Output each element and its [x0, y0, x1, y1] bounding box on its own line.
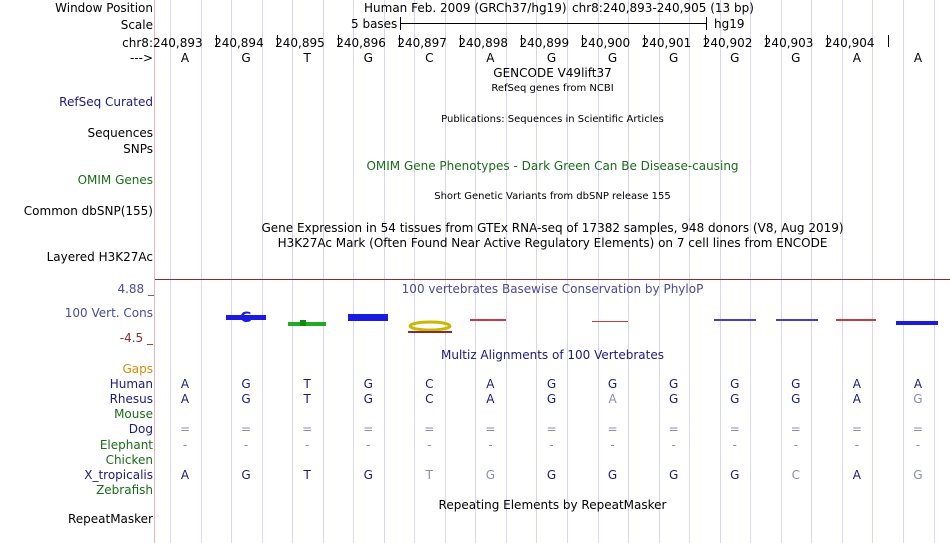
ruler-base: G	[241, 51, 251, 65]
alignment-base: -	[304, 437, 310, 452]
alignment-base: G	[241, 377, 251, 392]
logo-bar-3	[348, 314, 388, 321]
alignment-base: G	[791, 392, 801, 407]
alignment-base: -	[488, 437, 493, 452]
alignment-base: =	[668, 422, 679, 437]
gencode-track-title[interactable]: GENCODE V49lift37	[493, 66, 612, 80]
alignment-base: -	[182, 437, 188, 452]
ruler-position: 240,900	[580, 36, 631, 50]
alignment-base: G	[607, 377, 618, 392]
alignment-base: G	[241, 392, 251, 407]
scale-bar-text: 5 bases	[351, 17, 398, 31]
ruler-base: A	[180, 51, 190, 65]
alignment-base: =	[546, 422, 557, 437]
vert-cons-label[interactable]: 100 Vert. Cons	[64, 306, 153, 320]
alignment-base: G	[485, 467, 496, 482]
ruler-position: 240,896	[336, 36, 386, 50]
ruler-position: 240,899	[519, 36, 570, 50]
alignment-base: -	[732, 437, 737, 452]
alignment-base: T	[303, 392, 311, 407]
alignment-base: G	[363, 467, 373, 482]
alignment-base: A	[180, 467, 190, 482]
ruler-base: A	[486, 51, 495, 65]
gtex-track-title: Gene Expression in 54 tissues from GTEx RNA-seq of 17382 samples, 948 donors (V8, Aug 2019)	[261, 221, 844, 235]
layered-h3k27ac-label[interactable]: Layered H3K27Ac	[46, 250, 153, 264]
phylop-track-title: 100 vertebrates Basewise Conservation by PhyloP	[401, 282, 704, 296]
scale-label: Scale	[120, 18, 153, 32]
alignment-base: G	[913, 392, 923, 407]
alignment-base: =	[179, 422, 191, 437]
ruler-base: G	[730, 51, 740, 65]
ruler-position: 240,895	[275, 36, 325, 50]
snps-label[interactable]: SNPs	[123, 142, 153, 156]
ruler-base: A	[913, 51, 923, 65]
alignment-base: G	[730, 467, 740, 482]
species-label-human[interactable]: Human	[109, 377, 153, 392]
alignment-base: =	[241, 422, 252, 437]
ruler-base: C	[425, 51, 434, 65]
alignment-base: A	[486, 377, 495, 392]
db-text: hg19	[714, 17, 745, 31]
dbsnp-track-title: Short Genetic Variants from dbSNP release 155	[434, 191, 671, 202]
ruler-position: 240,901	[641, 36, 692, 50]
alignment-base: A	[180, 392, 190, 407]
alignment-base: -	[915, 437, 921, 452]
alignment-base: G	[546, 392, 557, 407]
omim-genes-label[interactable]: OMIM Genes	[77, 173, 153, 187]
assembly-title: Human Feb. 2009 (GRCh37/hg19)	[364, 1, 567, 15]
alignment-base: A	[852, 377, 861, 392]
alignment-base: G	[546, 377, 557, 392]
repeatmasker-label[interactable]: RepeatMasker	[67, 512, 153, 526]
ruler-position: 240,894	[214, 36, 264, 50]
logo-mark-2	[300, 320, 306, 326]
alignment-base: A	[180, 377, 190, 392]
alignment-base: G	[241, 467, 251, 482]
alignment-base: -	[549, 437, 554, 452]
ruler-position: 240,898	[458, 36, 509, 50]
alignment-base: G	[791, 377, 801, 392]
ruler-position: 240,902	[702, 36, 753, 50]
ruler-position: 240,903	[763, 36, 814, 50]
alignment-base: A	[486, 392, 495, 407]
alignment-base: -	[854, 437, 860, 452]
alignment-base: C	[425, 392, 434, 407]
alignment-base: =	[729, 422, 740, 437]
repeatmasker-track-title: Repeating Elements by RepeatMasker	[438, 498, 667, 512]
logo-neg-4	[408, 331, 452, 333]
window-position-label: Window Position	[55, 1, 153, 15]
alignment-base: -	[427, 437, 432, 452]
logo-bar-9	[714, 319, 756, 321]
alignment-base: =	[485, 422, 496, 437]
alignment-base: -	[671, 437, 676, 452]
common-dbsnp-label[interactable]: Common dbSNP(155)	[23, 204, 153, 218]
ruler-position: 240,897	[397, 36, 447, 50]
alignment-base: =	[607, 422, 618, 437]
ruler-position: 240,904	[824, 36, 875, 50]
logo-bar-10	[776, 319, 818, 321]
species-label-rhesus[interactable]: Rhesus	[109, 392, 153, 407]
logo-bar-12	[896, 321, 938, 325]
logo-c-4	[410, 322, 450, 330]
alignment-base: G	[730, 392, 740, 407]
ruler-base: G	[546, 51, 557, 65]
alignment-base: C	[791, 467, 800, 482]
alignment-base: A	[852, 392, 861, 407]
ruler-base: A	[852, 51, 861, 65]
strand-label[interactable]: --->	[129, 51, 153, 65]
alignment-base: =	[424, 422, 435, 437]
alignment-base: A	[852, 467, 861, 482]
alignment-base: =	[302, 422, 313, 437]
alignment-base: G	[913, 467, 923, 482]
alignment-base: T	[425, 467, 433, 482]
refseq-track-subtitle: RefSeq genes from NCBI	[491, 83, 614, 94]
alignment-base: C	[425, 377, 434, 392]
species-label-zebrafish[interactable]: Zebrafish	[96, 482, 153, 497]
multiz-track-title: Multiz Alignments of 100 Vertebrates	[440, 348, 665, 362]
cons-min-value: -4.5 _	[119, 331, 153, 345]
species-label-dog[interactable]: Dog	[128, 422, 153, 437]
ruler-base: G	[607, 51, 618, 65]
alignment-base: -	[366, 437, 371, 452]
alignment-base: A	[608, 392, 617, 407]
alignment-base: G	[363, 392, 373, 407]
h3k27ac-track-title: H3K27Ac Mark (Often Found Near Active Regulatory Elements) on 7 cell lines from ENCODE	[277, 236, 828, 250]
alignment-base: -	[243, 437, 249, 452]
alignment-base: G	[363, 377, 373, 392]
chrom-label: chr8:	[122, 36, 153, 50]
alignment-base: =	[912, 422, 923, 437]
alignment-base: A	[913, 377, 923, 392]
species-label-x-tropicalis[interactable]: X_tropicalis	[84, 467, 153, 482]
alignment-base: T	[303, 377, 311, 392]
alignment-base: G	[730, 377, 740, 392]
ruler-base: G	[791, 51, 801, 65]
alignment-base: G	[546, 467, 557, 482]
logo-bar-2	[288, 322, 326, 326]
alignment-base: G	[668, 467, 679, 482]
refseq-curated-label[interactable]: RefSeq Curated	[59, 95, 153, 109]
position-text: chr8:240,893-240,905 (13 bp)	[572, 1, 754, 15]
alignment-base: G	[668, 377, 679, 392]
alignment-base: =	[363, 422, 374, 437]
alignment-base: -	[793, 437, 798, 452]
logo-bar-7	[592, 321, 628, 322]
logo-bar-11	[836, 319, 876, 321]
ruler-base: G	[668, 51, 679, 65]
publications-track-title: Publications: Sequences in Scientific Articles	[441, 114, 664, 125]
alignment-base: G	[668, 392, 679, 407]
ruler-base: G	[363, 51, 373, 65]
omim-track-title: OMIM Gene Phenotypes - Dark Green Can Be Disease-causing	[366, 159, 739, 173]
logo-bar-1	[226, 315, 266, 320]
alignment-base: G	[607, 467, 618, 482]
species-label-chicken[interactable]: Chicken	[105, 452, 153, 467]
species-label-mouse[interactable]: Mouse	[114, 407, 153, 422]
alignment-base: -	[610, 437, 615, 452]
species-label-elephant[interactable]: Elephant	[99, 437, 153, 452]
ruler-base: T	[303, 51, 311, 65]
logo-bar-5	[470, 319, 506, 321]
sequences-label[interactable]: Sequences	[87, 126, 153, 140]
ruler-position: 240,893	[153, 36, 203, 50]
cons-max-value: 4.88 _	[117, 282, 154, 296]
species-label-gaps[interactable]: Gaps	[122, 362, 153, 376]
alignment-base: =	[851, 422, 862, 437]
alignment-base: =	[790, 422, 801, 437]
alignment-base: T	[303, 467, 311, 482]
